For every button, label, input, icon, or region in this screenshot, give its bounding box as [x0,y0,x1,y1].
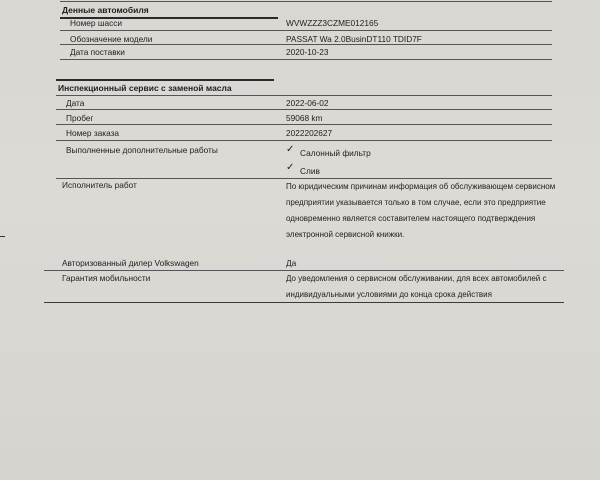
checkmark-icon: ✓ [286,162,295,173]
inspection-section-top-rule [56,79,274,81]
executor-text: По юридическим причинам информация об обслуживающем сервисном предприятии указывается только в том случае, если это предприятие одновременно является составителем настоящего подтверждения электронной сервисной книжки. [286,182,556,239]
row-divider [56,124,552,125]
chassis-number-value: WVWZZZ3CZME012165 [286,18,379,28]
mileage-label: Пробег [66,113,94,123]
additional-work-item: Салонный фильтр [300,148,371,158]
dealer-label: Авторизованный дилер Volkswagen [62,258,199,268]
delivery-date-label: Дата поставки [70,47,125,57]
inspection-section-title: Инспекционный сервис с заменой масла [58,83,232,93]
chassis-number-label: Номер шасси [70,18,123,28]
dealer-value: Да [286,258,297,268]
additional-work-item: Слив [300,166,320,176]
checkmark-icon: ✓ [286,144,295,155]
mobility-guarantee-label: Гарантия мобильности [62,273,151,283]
top-page-edge-line [60,1,552,2]
row-divider [56,109,552,110]
executor-label: Исполнитель работ [62,180,137,190]
order-number-value: 2022202627 [286,128,333,138]
model-designation-value: PASSAT Wa 2.0BusinDT110 TDID7F [286,34,422,44]
model-designation-label: Обозначение модели [70,34,153,44]
row-divider [56,140,552,141]
section-bottom-rule [44,302,564,303]
vehicle-section-title: Денные автомобиля [62,5,149,15]
row-divider [60,59,552,60]
page-edge-mark [0,236,5,237]
row-divider [60,30,552,31]
date-label: Дата [66,98,85,108]
additional-works-label: Выполненные дополнительные работы [66,145,218,155]
date-value: 2022-06-02 [286,98,329,108]
mobility-guarantee-text: До уведомления о сервисном обслуживании, для всех автомобилей с индивидуальными условиями до конца срока действия [286,274,547,299]
delivery-date-value: 2020-10-23 [286,47,329,57]
row-divider [56,95,552,96]
mileage-value: 59068 km [286,113,323,123]
row-divider [60,44,552,45]
order-number-label: Номер заказа [66,128,120,138]
